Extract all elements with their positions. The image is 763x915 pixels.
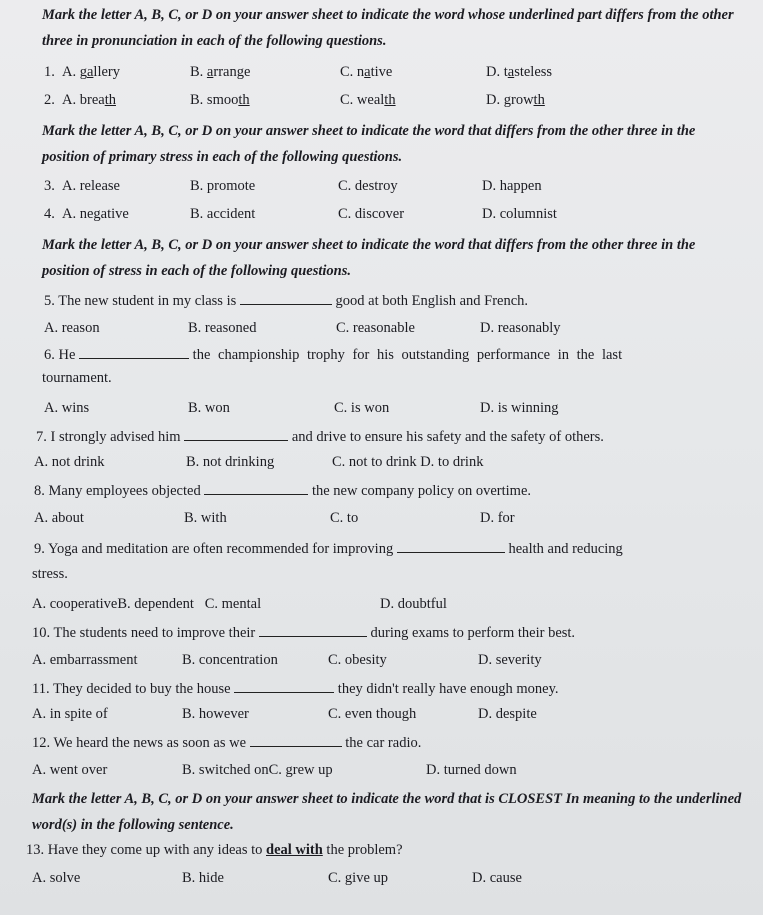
option-a-b-c: A. cooperativeB. dependent C. mental <box>32 596 262 612</box>
option-c: C. give up <box>328 870 389 886</box>
option-a: A. solve <box>32 870 81 886</box>
option-d: D. tasteless <box>486 64 553 80</box>
answer-blank <box>240 292 332 305</box>
option-b: B. promote <box>190 178 256 194</box>
question-stem: 8. Many employees objected the new company policy on overtime. <box>34 483 532 499</box>
instruction-stress: Mark the letter A, B, C, or D on your answer sheet to indicate the word that differs from the other three in the position of stress in each of the following questions. <box>42 237 696 279</box>
question-stem: 6. He the championship trophy for his outstanding performance in the last <box>44 347 623 363</box>
option-b: B. accident <box>190 206 256 222</box>
option-d: D. growth <box>486 92 545 108</box>
option-c: C. wealth <box>340 92 396 108</box>
option-a: A. embarrassment <box>32 652 138 668</box>
question-number: 4. <box>44 206 55 222</box>
question-number: 3. <box>44 178 55 194</box>
answer-blank <box>259 624 367 637</box>
option-a: A. negative <box>62 206 129 222</box>
answer-blank <box>397 540 505 553</box>
question-stem-continued: tournament. <box>42 370 112 386</box>
underlined-phrase: deal with <box>266 842 323 858</box>
option-a: A. release <box>62 178 120 194</box>
option-a: A. went over <box>32 762 108 778</box>
option-a: A. breath <box>62 92 116 108</box>
option-b: B. concentration <box>182 652 278 668</box>
option-c: C. native <box>340 64 393 80</box>
question-stem: 12. We heard the news as soon as we the car radio. <box>32 735 422 751</box>
option-d: D. columnist <box>482 206 557 222</box>
question-stem-continued: stress. <box>32 566 68 582</box>
option-d: D. happen <box>482 178 542 194</box>
instruction-closest: Mark the letter A, B, C, or D on your answer sheet to indicate the word that is CLOSEST In meaning to the underlined word(s) in the following sentence. <box>32 791 742 833</box>
answer-blank <box>79 346 189 359</box>
question-stem: 9. Yoga and meditation are often recommended for improving health and reducing <box>34 541 623 557</box>
option-a: A. gallery <box>62 64 120 80</box>
option-b: B. smooth <box>190 92 250 108</box>
option-a: A. reason <box>44 320 100 336</box>
option-b: B. reasoned <box>188 320 257 336</box>
option-b-c: B. switched onC. grew up <box>182 762 333 778</box>
option-d: D. doubtful <box>380 596 447 612</box>
option-b: B. however <box>182 706 249 722</box>
question-number: 2. <box>44 92 55 108</box>
option-c: C. destroy <box>338 178 398 194</box>
option-c: C. discover <box>338 206 405 222</box>
question-stem: 5. The new student in my class is good at both English and French. <box>44 293 529 309</box>
question-stem: 11. They decided to buy the house they didn't really have enough money. <box>32 681 559 697</box>
option-d: D. reasonably <box>480 320 561 336</box>
option-d: D. is winning <box>480 400 559 416</box>
option-a: A. wins <box>44 400 90 416</box>
option-a: A. in spite of <box>32 706 108 722</box>
option-c: C. to <box>330 510 359 526</box>
option-c: C. reasonable <box>336 320 415 336</box>
option-c: C. obesity <box>328 652 387 668</box>
answer-blank <box>234 680 334 693</box>
option-d: D. severity <box>478 652 542 668</box>
option-d: D. for <box>480 510 515 526</box>
option-c: C. even though <box>328 706 417 722</box>
answer-blank <box>250 734 342 747</box>
option-a: A. not drink <box>34 454 105 470</box>
option-c: C. is won <box>334 400 390 416</box>
option-c-d: C. not to drink D. to drink <box>332 454 484 470</box>
answer-blank <box>184 428 288 441</box>
answer-blank <box>204 482 308 495</box>
option-b: B. with <box>184 510 227 526</box>
option-b: B. arrange <box>190 64 251 80</box>
option-b: B. won <box>188 400 230 416</box>
option-d: D. despite <box>478 706 537 722</box>
option-d: D. cause <box>472 870 522 886</box>
question-stem: 7. I strongly advised him and drive to ensure his safety and the safety of others. <box>36 429 604 445</box>
instruction-primary-stress: Mark the letter A, B, C, or D on your answer sheet to indicate the word that differs from the other three in the position of primary stress in each of the following questions. <box>42 123 696 165</box>
option-b: B. hide <box>182 870 224 886</box>
option-b: B. not drinking <box>186 454 275 470</box>
question-number: 1. <box>44 64 55 80</box>
option-d: D. turned down <box>426 762 517 778</box>
question-stem: 10. The students need to improve their during exams to perform their best. <box>32 625 576 641</box>
question-stem: 13. Have they come up with any ideas to deal with the problem? <box>26 842 403 858</box>
instruction-pronunciation: Mark the letter A, B, C, or D on your answer sheet to indicate the word whose underlined part differs from the other three in pronunciation in each of the following questions. <box>42 7 734 49</box>
option-a: A. about <box>34 510 84 526</box>
